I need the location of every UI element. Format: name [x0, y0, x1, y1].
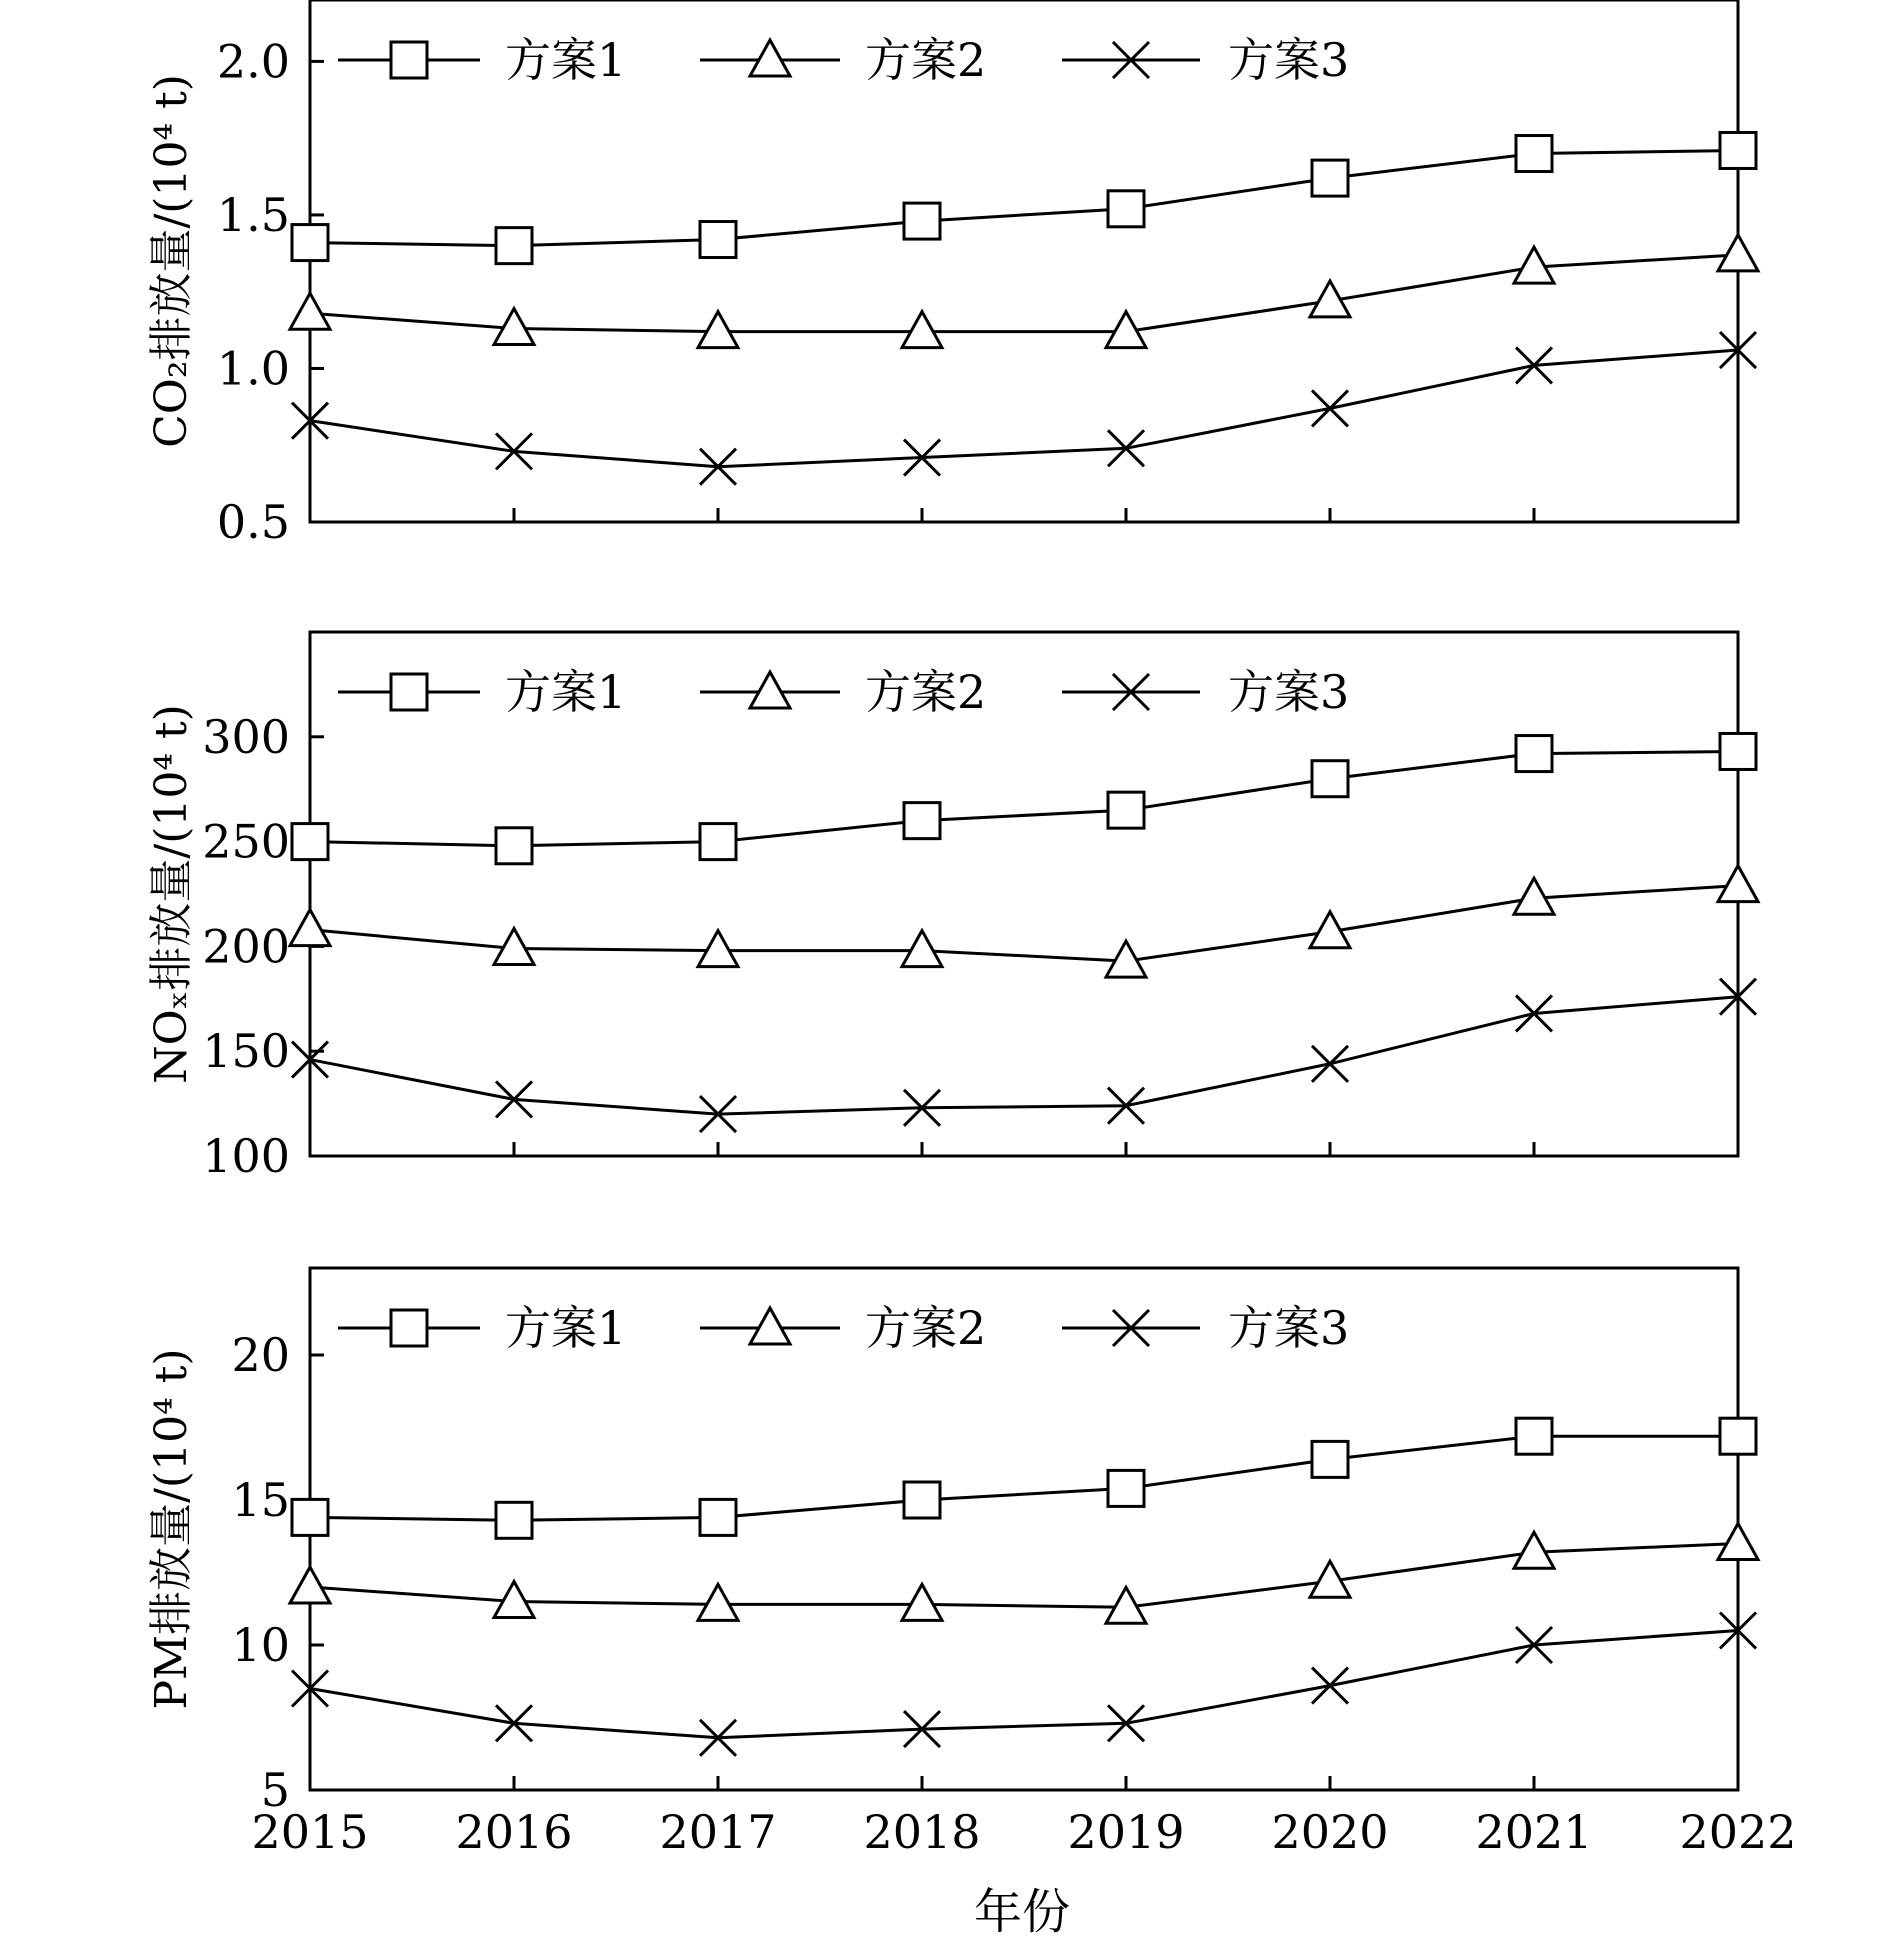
data-point	[700, 824, 736, 860]
data-point	[1312, 1668, 1348, 1704]
data-point	[496, 828, 532, 864]
chart-panel-1	[146, 0, 1758, 549]
y-tick-label: 1.5	[216, 187, 290, 242]
x-tick-label: 2018	[863, 1805, 981, 1859]
legend-marker	[391, 1310, 427, 1346]
data-point	[496, 228, 532, 264]
y-tick-label: 300	[202, 709, 290, 764]
legend-item-3	[1062, 665, 1349, 719]
x-tick-label: 2015	[251, 1805, 369, 1859]
data-point	[700, 222, 736, 258]
chart-panel-2	[146, 632, 1758, 1183]
data-point	[1720, 132, 1756, 168]
data-point	[1108, 1470, 1144, 1506]
y-tick-label: 0.5	[216, 495, 290, 549]
legend-label: 方案3	[1228, 33, 1350, 87]
y-axis-label: CO₂排放量/(10⁴ t)	[146, 74, 197, 448]
data-point	[292, 1499, 328, 1535]
data-point	[1718, 1524, 1758, 1560]
data-point	[496, 1502, 532, 1538]
series-line	[310, 997, 1738, 1114]
legend-item-1	[338, 665, 626, 719]
series-3	[292, 979, 1756, 1132]
legend	[338, 1301, 1349, 1355]
legend-label: 方案2	[865, 33, 987, 87]
series-1	[292, 1418, 1756, 1538]
series-line	[310, 1631, 1738, 1738]
data-point	[1720, 1418, 1756, 1454]
data-point	[290, 910, 330, 946]
data-point	[698, 312, 738, 348]
x-axis-tick-labels	[251, 1805, 1796, 1859]
x-tick-label: 2017	[659, 1805, 777, 1859]
data-point	[1516, 1418, 1552, 1454]
series-3	[292, 1613, 1756, 1756]
legend-label: 方案1	[505, 665, 627, 719]
data-point	[1312, 160, 1348, 196]
legend-item-1	[338, 1301, 626, 1355]
legend-label: 方案2	[865, 1301, 987, 1355]
data-point	[904, 1482, 940, 1518]
data-point	[904, 803, 940, 839]
data-point	[1108, 792, 1144, 828]
data-point	[1720, 733, 1756, 769]
legend-marker	[391, 674, 427, 710]
data-point	[1108, 191, 1144, 227]
legend	[338, 33, 1349, 87]
y-axis-label: NOₓ排放量/(10⁴ t)	[146, 704, 197, 1084]
data-point	[902, 1584, 942, 1620]
x-tick-label: 2019	[1067, 1805, 1185, 1859]
data-point	[1718, 235, 1758, 271]
y-tick-label: 150	[202, 1024, 290, 1079]
legend-item-2	[700, 33, 986, 87]
legend-label: 方案2	[865, 665, 987, 719]
data-point	[904, 203, 940, 239]
legend-item-3	[1062, 1301, 1349, 1355]
data-point	[902, 312, 942, 348]
y-tick-label: 10	[231, 1618, 290, 1672]
data-point	[902, 931, 942, 967]
legend-item-2	[700, 665, 986, 719]
legend-item-1	[338, 33, 626, 87]
y-tick-label: 1.0	[216, 341, 290, 396]
data-point	[1516, 736, 1552, 772]
data-point	[1718, 866, 1758, 902]
x-tick-label: 2022	[1679, 1805, 1797, 1859]
legend-item-2	[700, 1301, 986, 1355]
data-point	[700, 1499, 736, 1535]
legend-marker	[391, 42, 427, 78]
legend-marker	[750, 672, 790, 708]
legend-label: 方案3	[1228, 1301, 1350, 1355]
x-tick-label: 2021	[1475, 1805, 1593, 1859]
x-tick-label: 2020	[1271, 1805, 1389, 1859]
x-tick-label: 2016	[455, 1805, 573, 1859]
data-point	[1312, 761, 1348, 797]
legend-marker	[750, 40, 790, 76]
y-tick-label: 15	[231, 1473, 290, 1527]
chart-panels	[146, 0, 1758, 1817]
chart-panel-3	[146, 1268, 1758, 1817]
series-line	[310, 350, 1738, 467]
legend-item-3	[1062, 33, 1349, 87]
data-point	[290, 1567, 330, 1603]
y-tick-label: 200	[202, 919, 290, 974]
data-point	[292, 225, 328, 261]
series-1	[292, 132, 1756, 263]
data-point	[1516, 136, 1552, 172]
data-point	[698, 1584, 738, 1620]
series-2	[290, 866, 1758, 977]
data-point	[1312, 390, 1348, 426]
data-point	[290, 293, 330, 329]
data-point	[1312, 1441, 1348, 1477]
data-point	[698, 931, 738, 967]
data-point	[292, 824, 328, 860]
y-axis-label: PM排放量/(10⁴ t)	[146, 1348, 197, 1710]
legend-label: 方案1	[505, 1301, 627, 1355]
legend-marker	[750, 1308, 790, 1344]
series-1	[292, 733, 1756, 863]
legend-label: 方案1	[505, 33, 627, 87]
x-axis-title: 年份	[973, 1884, 1071, 1940]
legend	[338, 665, 1349, 719]
y-tick-label: 20	[231, 1328, 290, 1382]
y-tick-label: 2.0	[216, 34, 290, 89]
series-3	[292, 332, 1756, 485]
y-tick-label: 5	[260, 1763, 290, 1817]
data-point	[1312, 1046, 1348, 1082]
y-tick-label: 250	[202, 814, 290, 869]
y-tick-label: 100	[202, 1129, 290, 1183]
legend-label: 方案3	[1228, 665, 1350, 719]
